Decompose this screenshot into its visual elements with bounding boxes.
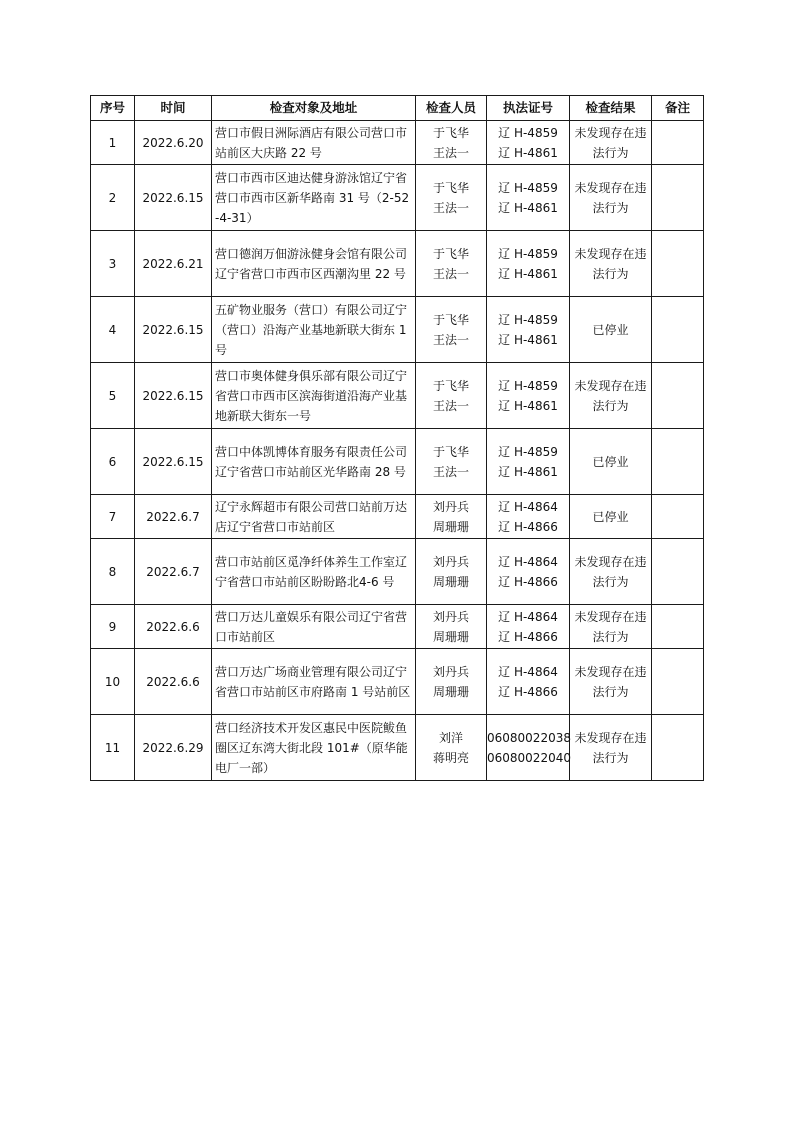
row-date: 2022.6.20 xyxy=(135,121,212,165)
row-certs xyxy=(487,363,570,429)
row-inspectors xyxy=(416,539,487,605)
inspector-name: 周珊珊 xyxy=(432,629,469,644)
row-no: 4 xyxy=(91,297,135,363)
row-certs xyxy=(487,605,570,649)
inspector-name: 周珊珊 xyxy=(432,574,469,589)
row-target: 营口中体凯博体育服务有限责任公司辽宁省营口市站前区光华路南 28 号 xyxy=(212,429,416,495)
table-row xyxy=(91,539,704,605)
inspector-name: 于飞华 xyxy=(432,125,469,140)
header-date: 时间 xyxy=(135,96,212,121)
row-target: 营口万达儿童娱乐有限公司辽宁省营口市站前区 xyxy=(212,605,416,649)
table-row xyxy=(91,429,704,495)
row-inspectors xyxy=(416,649,487,715)
row-date: 2022.6.15 xyxy=(135,429,212,495)
inspector-name: 王法一 xyxy=(432,145,469,160)
row-target: 营口市站前区觅净纤体养生工作室辽宁省营口市站前区盼盼路北4-6 号 xyxy=(212,539,416,605)
inspector-name: 于飞华 xyxy=(432,312,469,327)
cert-number: 辽 H-4861 xyxy=(498,332,558,347)
cert-number: 辽 H-4866 xyxy=(498,684,558,699)
inspector-name: 于飞华 xyxy=(432,378,469,393)
cert-number: 辽 H-4861 xyxy=(498,145,558,160)
row-result: 已停业 xyxy=(570,297,652,363)
table-row xyxy=(91,605,704,649)
row-result: 未发现存在违法行为 xyxy=(570,363,652,429)
header-cert: 执法证号 xyxy=(487,96,570,121)
table-row xyxy=(91,715,704,781)
row-no: 1 xyxy=(91,121,135,165)
row-date: 2022.6.15 xyxy=(135,363,212,429)
cert-number: 辽 H-4859 xyxy=(498,180,558,195)
row-target: 营口市奥体健身俱乐部有限公司辽宁省营口市西市区滨海街道沿海产业基地新联大街东一号 xyxy=(212,363,416,429)
header-target: 检查对象及地址 xyxy=(212,96,416,121)
row-remark xyxy=(652,649,704,715)
inspector-name: 于飞华 xyxy=(432,180,469,195)
row-certs xyxy=(487,495,570,539)
row-target: 营口市西市区迪达健身游泳馆辽宁省营口市西市区新华路南 31 号（2-52-4-31） xyxy=(212,165,416,231)
row-no: 6 xyxy=(91,429,135,495)
row-certs xyxy=(487,297,570,363)
row-date: 2022.6.15 xyxy=(135,297,212,363)
row-result: 未发现存在违法行为 xyxy=(570,605,652,649)
row-inspectors xyxy=(416,429,487,495)
cert-number: 辽 H-4866 xyxy=(498,629,558,644)
row-no: 3 xyxy=(91,231,135,297)
row-target: 五矿物业服务（营口）有限公司辽宁（营口）沿海产业基地新联大街东 1 号 xyxy=(212,297,416,363)
header-remark: 备注 xyxy=(652,96,704,121)
row-no: 10 xyxy=(91,649,135,715)
row-inspectors xyxy=(416,605,487,649)
table-row xyxy=(91,165,704,231)
table-row xyxy=(91,495,704,539)
cert-number: 辽 H-4861 xyxy=(498,266,558,281)
table-row xyxy=(91,297,704,363)
cert-number: 辽 H-4859 xyxy=(498,378,558,393)
inspector-name: 王法一 xyxy=(432,266,469,281)
cert-number: 辽 H-4859 xyxy=(498,125,558,140)
row-result: 已停业 xyxy=(570,429,652,495)
row-certs xyxy=(487,121,570,165)
cert-number: 辽 H-4861 xyxy=(498,398,558,413)
row-result: 已停业 xyxy=(570,495,652,539)
row-no: 9 xyxy=(91,605,135,649)
inspector-name: 刘丹兵 xyxy=(432,609,469,624)
cert-number: 辽 H-4866 xyxy=(498,519,558,534)
cert-number: 辽 H-4861 xyxy=(498,200,558,215)
row-result: 未发现存在违法行为 xyxy=(570,649,652,715)
row-date: 2022.6.6 xyxy=(135,649,212,715)
table-header-row xyxy=(91,96,704,121)
table-row xyxy=(91,363,704,429)
row-date: 2022.6.6 xyxy=(135,605,212,649)
row-target: 营口万达广场商业管理有限公司辽宁省营口市站前区市府路南 1 号站前区 xyxy=(212,649,416,715)
row-inspectors xyxy=(416,231,487,297)
row-remark xyxy=(652,121,704,165)
row-remark xyxy=(652,495,704,539)
row-no: 11 xyxy=(91,715,135,781)
inspector-name: 刘丹兵 xyxy=(432,554,469,569)
inspection-records-table xyxy=(90,95,704,781)
row-no: 7 xyxy=(91,495,135,539)
row-certs xyxy=(487,165,570,231)
cert-number: 06080022040 xyxy=(487,750,571,765)
row-remark xyxy=(652,231,704,297)
row-target: 营口德润万佃游泳健身会馆有限公司辽宁省营口市西市区西潮沟里 22 号 xyxy=(212,231,416,297)
inspector-name: 王法一 xyxy=(432,200,469,215)
row-result: 未发现存在违法行为 xyxy=(570,231,652,297)
row-remark xyxy=(652,165,704,231)
header-no: 序号 xyxy=(91,96,135,121)
row-result: 未发现存在违法行为 xyxy=(570,121,652,165)
cert-number: 辽 H-4861 xyxy=(498,464,558,479)
cert-number: 辽 H-4864 xyxy=(498,609,558,624)
row-target: 营口市假日洲际酒店有限公司营口市站前区大庆路 22 号 xyxy=(212,121,416,165)
inspector-name: 王法一 xyxy=(432,332,469,347)
row-remark xyxy=(652,539,704,605)
cert-number: 辽 H-4866 xyxy=(498,574,558,589)
cert-number: 辽 H-4864 xyxy=(498,554,558,569)
row-inspectors xyxy=(416,363,487,429)
row-target: 辽宁永辉超市有限公司营口站前万达店辽宁省营口市站前区 xyxy=(212,495,416,539)
row-date: 2022.6.7 xyxy=(135,495,212,539)
row-certs xyxy=(487,715,570,781)
row-date: 2022.6.29 xyxy=(135,715,212,781)
inspector-name: 于飞华 xyxy=(432,246,469,261)
inspector-name: 王法一 xyxy=(432,464,469,479)
cert-number: 辽 H-4859 xyxy=(498,444,558,459)
table-row xyxy=(91,121,704,165)
table-row xyxy=(91,231,704,297)
row-inspectors xyxy=(416,715,487,781)
row-result: 未发现存在违法行为 xyxy=(570,715,652,781)
inspector-name: 周珊珊 xyxy=(432,684,469,699)
row-date: 2022.6.7 xyxy=(135,539,212,605)
row-date: 2022.6.15 xyxy=(135,165,212,231)
row-result: 未发现存在违法行为 xyxy=(570,539,652,605)
inspector-name: 王法一 xyxy=(432,398,469,413)
row-inspectors xyxy=(416,297,487,363)
cert-number: 辽 H-4864 xyxy=(498,499,558,514)
row-remark xyxy=(652,363,704,429)
row-certs xyxy=(487,539,570,605)
inspector-name: 蒋明亮 xyxy=(432,750,469,765)
inspector-name: 于飞华 xyxy=(432,444,469,459)
cert-number: 辽 H-4859 xyxy=(498,246,558,261)
row-no: 2 xyxy=(91,165,135,231)
row-certs xyxy=(487,231,570,297)
row-inspectors xyxy=(416,165,487,231)
row-inspectors xyxy=(416,495,487,539)
inspector-name: 刘丹兵 xyxy=(432,499,469,514)
row-certs xyxy=(487,649,570,715)
row-date: 2022.6.21 xyxy=(135,231,212,297)
row-remark xyxy=(652,715,704,781)
row-no: 8 xyxy=(91,539,135,605)
cert-number: 辽 H-4864 xyxy=(498,664,558,679)
row-no: 5 xyxy=(91,363,135,429)
cert-number: 辽 H-4859 xyxy=(498,312,558,327)
inspector-name: 刘丹兵 xyxy=(432,664,469,679)
table-row xyxy=(91,649,704,715)
inspector-name: 周珊珊 xyxy=(432,519,469,534)
row-inspectors xyxy=(416,121,487,165)
header-inspectors: 检查人员 xyxy=(416,96,487,121)
cert-number: 06080022038 xyxy=(487,730,571,745)
row-remark xyxy=(652,605,704,649)
row-certs xyxy=(487,429,570,495)
row-result: 未发现存在违法行为 xyxy=(570,165,652,231)
inspector-name: 刘洋 xyxy=(438,730,463,745)
header-result: 检查结果 xyxy=(570,96,652,121)
row-target: 营口经济技术开发区惠民中医院鲅鱼圈区辽东湾大街北段 101#（原华能电厂一部） xyxy=(212,715,416,781)
row-remark xyxy=(652,297,704,363)
row-remark xyxy=(652,429,704,495)
